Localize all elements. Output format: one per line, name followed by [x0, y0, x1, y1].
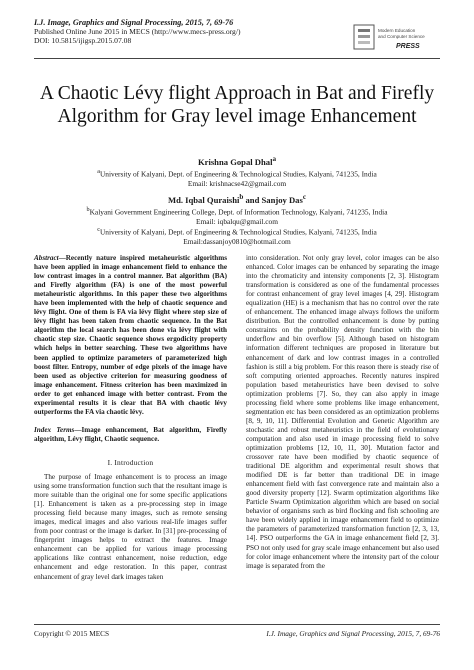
left-column [34, 254, 227, 582]
header-rule [34, 58, 440, 59]
publisher-logo [352, 21, 440, 53]
author-email: Email: krishnacse42@gmail.com [187, 178, 287, 188]
author-names: Md. Iqbal Quraishi$^b$ and Sanjoy Das$^c$ [167, 193, 307, 205]
abstract: Abstract—Recently nature inspired metaheuristic algorithms have been applied in image enhancement field to enhance the low contrast images in a control manner. Bat algorithm (BA) and Firefly algorithm (FA) is one of the most powerful metaheuristic algorithms. In this paper these two algorithms have been implemented with the help of chaotic sequence and lévy flight. One of them is FA via lévy flight where step size of lévy flight has been taken from chaotic sequence. In the Bat algorithm the local search has been done via lévy flight with chaotic step size. Chaotic sequence shows ergodicity property which helps in better searching. These two algorithms have been applied to optimize parameters of parameterized high boost filter. Entropy, number of edge pixels of the image have been used as objective criterion for measuring goodness of image enhancement. Fitness criterion has been maximized in order to get enhanced image with better contrast. From the experimental results it is clear that BA with chaotic lévy outperforms the FA via chaotic lévy. [34, 254, 227, 416]
author-email: Email: iqbalqu@gmail.com [196, 216, 278, 226]
right-column [246, 254, 439, 571]
author-affiliation: $^c$University of Kalyani, Dept. of Engineering & Technological Studies, Kalyani, 741235, India [97, 227, 377, 237]
svg-text:PRESS: PRESS [396, 43, 420, 50]
svg-text:and Computer Science: and Computer Science [378, 34, 425, 39]
author-affiliation: $^a$University of Kalyani, Dept. of Engineering & Technological Studies, Kalyani, 741235, India [97, 168, 377, 179]
page-header [34, 18, 354, 46]
intro-paragraph: The purpose of Image enhancement is to process an image using some transformation function such that the resultant image is more suitable than the original one for some specific applications [1]. Enhancement is taken as a pre-processing step in image processing field because many images, such as remote sensing images, medical images and also various real-life images suffer from poor contrast or the image is darker. In [31] pre-processing of fingerprint images helps to extract the features. Image enhancement can be applied for various image processing applications like contrast enhancement, noise reduction, edge enhancement and edge restoration. In this paper, contrast enhancement of gray level dark images taken [34, 472, 227, 581]
author-name: Krishna Gopal Dhal$^a$ [197, 155, 277, 167]
svg-text:Modern Education: Modern Education [378, 28, 416, 33]
author-block-1 [34, 154, 440, 188]
paper-title: A Chaotic Lévy flight Approach in Bat and Firefly Algorithm for Gray level image Enhancement [39, 83, 435, 127]
author-block-2 [34, 192, 440, 246]
author-affiliation: $^b$Kalyani Government Engineering College, Dept. of Information Technology, Kalyani, 741235, India [86, 206, 388, 217]
publication-info: Published Online June 2015 in MECS (http://www.mecs-press.org/) [34, 27, 241, 37]
index-terms: Index Terms—Image enhancement, Bat algorithm, Firefly algorithm, Lévy flight, Chaotic sequence. [34, 425, 227, 443]
footer-copyright: Copyright © 2015 MECS [34, 629, 110, 638]
author-email: Email:dassanjoy0810@hotmail.com [183, 237, 291, 247]
body-paragraph: into consideration. Not only gray level, color images can be also enhanced. Color images can be enhanced by separating the image into the chromaticity and intensity components [2, 3]. Histogram transformation is considered as one of the fundamental processes for contrast enhancement of gray level images [4, 29]. Histogram equalization (HE) is a mechanism that has no control over the rate of enhancement. The enhanced image always follows the uniform distribution. But the controlled enhancement is done by putting constraints on the probability density function with the bin underflow and bin overflow [5]. Although based on histogram information different techniques are proposed in literature but enhancement of dark and low contrast images in a controlled fashion is still a big problem. For this reason there is steady rise of soft computing oriented approaches. Recently natures inspired population based metaheuristics have been devised to solve optimization problems [7]. So, they can also apply in image processing field where some problems like image enhancement, segmentation etc has been considered as an optimization problems [8, 9, 10, 11]. Differential Evolution and Genetic Algorithm are stochastic and robust metaheuristics in the field of evolutionary computation and also used in image processing field to solve optimization problems [12, 10, 11, 30]. Mutation factor and crossover rate have been modified by chaotic sequence of traditional DE algorithm and experimental result shows that modified DE is far better than traditional DE in image enhancement field with fast convergence rate and maintain also a good diversity property [12]. Swarm optimization algorithms like Particle Swarm Optimization algorithm which are based on social behavior of organisms such as bird flocking and fish schooling are have been widely applied in image enhancement field to optimize the parameters of parameterized transformation function [2, 3, 13, 14]. PSO outperforms the GA in image enhancement field [2, 3]. PSO not only used for gray scale image enhancement but also used for color image enhancement where the intensity part of the colour image is separated from the [246, 254, 439, 570]
section-heading: I. Introduction [107, 457, 154, 467]
journal-citation: I.J. Image, Graphics and Signal Processing, 2015, 7, 69-76 [34, 18, 234, 27]
footer-journal: I.J. Image, Graphics and Signal Processing, 2015, 7, 69-76 [266, 629, 440, 638]
footer-rule [34, 624, 440, 625]
doi: DOI: 10.5815/ijigsp.2015.07.08 [34, 36, 132, 46]
